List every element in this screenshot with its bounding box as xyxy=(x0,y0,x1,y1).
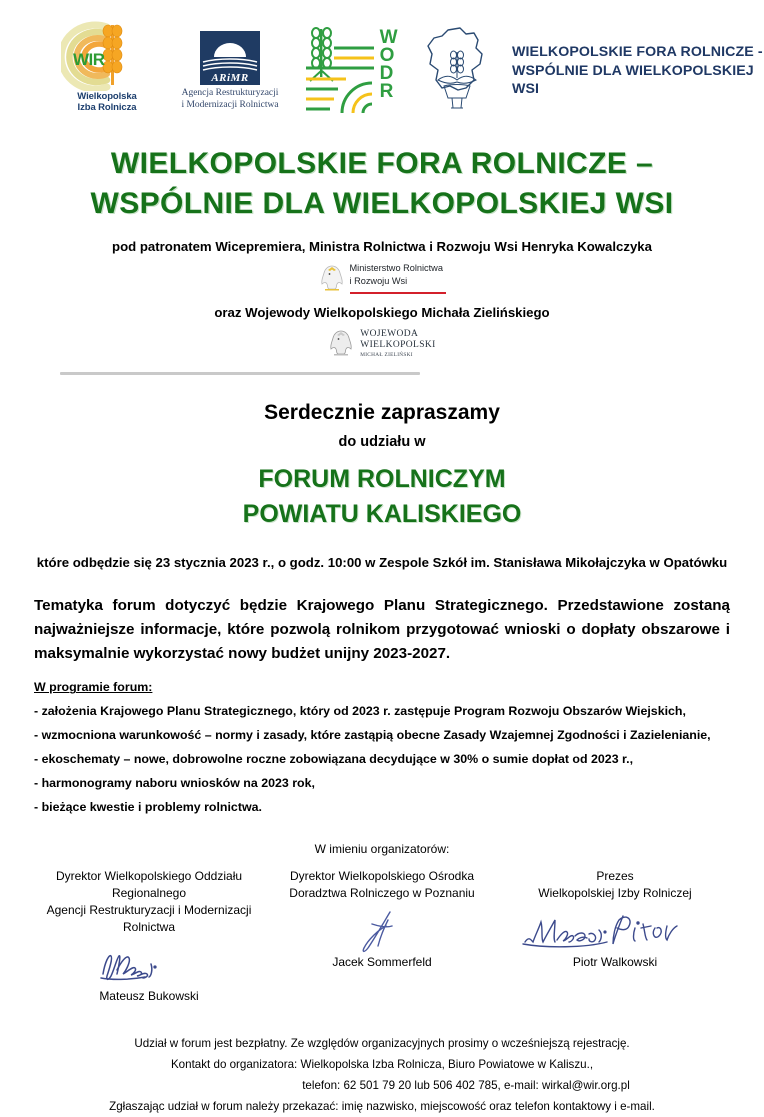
wodr-logo-letters xyxy=(380,29,398,101)
arimr-logo-svg xyxy=(200,31,260,85)
wir-caption-line-2: Izba Rolnicza xyxy=(77,101,137,113)
signature-title xyxy=(34,868,264,936)
handwritten-signature-icon xyxy=(34,940,264,988)
ministry-red-underline xyxy=(350,292,446,294)
event-datetime-venue: które odbędzie się 23 stycznia 2023 r., o godz. 10:00 w Zespole Szkół im. Stanisława Mikołajczyka w Opatówku xyxy=(36,555,728,571)
signature-bukowski-svg xyxy=(59,940,239,988)
wodr-logo xyxy=(296,21,406,121)
ministry-logo xyxy=(0,262,764,294)
header-banner-line-2: WSPÓLNIE DLA WIELKOPOLSKIEJ WSI xyxy=(512,62,754,98)
footer-line-phone-email: telefon: 62 501 79 20 lub 506 402 785, e-mail: wirkal@wir.org.pl xyxy=(302,1078,630,1092)
footer-line-organizer-contact: Kontakt do organizatora: Wielkopolska Izba Rolnicza, Biuro Powiatowe w Kaliszu., xyxy=(170,1057,594,1071)
signature-name: Jacek Sommerfeld xyxy=(332,954,432,969)
footer-line-registration-info: Zgłaszając udział w forum należy przekazać: imię nazwisko, miejscowość oraz telefon kontaktowy i e-mail. xyxy=(109,1099,655,1113)
signatures-heading: W imieniu organizatorów: xyxy=(314,841,450,856)
wodr-letter-r: R xyxy=(379,81,394,103)
voivode-line-3: MICHAŁ ZIELIŃSKI xyxy=(360,351,413,358)
program-list-item: - bieżące kwestie i problemy rolnictwa. xyxy=(34,799,262,814)
section-divider xyxy=(60,372,420,375)
signature-title xyxy=(267,868,497,902)
handwritten-signature-icon xyxy=(267,906,497,954)
signature-title-line-1: Dyrektor Wielkopolskiego Oddziału Regionalnego xyxy=(55,868,243,900)
header-logo-strip xyxy=(0,0,764,120)
signature-title-line-2: Doradztwa Rolniczego w Poznaniu xyxy=(289,885,475,900)
invitation-participate: do udziału w xyxy=(338,434,426,451)
handwritten-signature-icon xyxy=(500,906,730,954)
ministry-name-line-1: Ministerstwo Rolnictwa xyxy=(349,263,443,274)
footer-contact-block xyxy=(0,1033,764,1117)
wir-caption-line-1: Wielkopolska xyxy=(77,91,137,102)
signature-name: Mateusz Bukowski xyxy=(99,988,199,1003)
svg-text:ARiMR: ARiMR xyxy=(211,71,249,84)
wodr-letter-o: O xyxy=(379,45,395,67)
ministry-name-line-2: i Rozwoju Wsi xyxy=(349,275,408,286)
header-banner-text xyxy=(512,43,764,99)
arimr-logo-mark xyxy=(200,31,260,85)
footer-line-free-participation: Udział w forum jest bezpłatny. Ze względów organizacyjnych prosimy o wcześniejszą rejestrację. xyxy=(134,1036,630,1050)
svg-text:WIR: WIR xyxy=(73,50,105,69)
voivode-line-1: WOJEWODA xyxy=(360,329,419,340)
arimr-logo xyxy=(176,31,284,112)
map-wheat-icon xyxy=(438,51,476,108)
wir-logo-svg xyxy=(61,21,153,91)
signature-block xyxy=(500,868,730,1003)
signature-walkowski-svg xyxy=(515,906,715,954)
polish-eagle-svg xyxy=(319,263,345,293)
patronage-primary-text: pod patronatem Wicepremiera, Ministra Rolnictwa i Rozwoju Wsi Henryka Kowalczyka xyxy=(112,239,652,255)
event-name xyxy=(0,462,764,531)
signature-title-line-1: Prezes xyxy=(596,868,634,883)
signature-title xyxy=(500,868,730,902)
wodr-letter-d: D xyxy=(379,63,394,85)
wielkopolska-map-svg xyxy=(418,24,496,118)
invitation-welcome: Serdecznie zapraszamy xyxy=(264,401,500,425)
wir-logo-caption xyxy=(56,92,158,114)
signature-title-line-1: Dyrektor Wielkopolskiego Ośrodka xyxy=(289,868,475,883)
polish-eagle-icon xyxy=(319,263,345,293)
program-list-item: - ekoschematy – nowe, dobrowolne roczne zobowiązana decydujące w 30% o sumie dopłat od 2023 r., xyxy=(34,752,634,767)
arimr-logo-caption xyxy=(176,88,284,112)
voivode-text-block xyxy=(360,329,436,358)
arimr-caption-line-1: Agencja Restrukturyzacji xyxy=(181,87,279,98)
program-heading: W programie forum: xyxy=(34,680,153,695)
event-name-line-1: FORUM ROLNICZYM xyxy=(258,465,506,494)
page-title-line-1: WIELKOPOLSKIE FORA ROLNICZE – xyxy=(110,147,654,180)
signature-name: Piotr Walkowski xyxy=(572,954,658,969)
signatures-row xyxy=(34,868,730,1003)
wielkopolska-map-logo xyxy=(418,24,496,118)
signature-title-line-2: Agencji Restrukturyzacji i Modernizacji Rolnictwa xyxy=(46,902,252,934)
page-title-line-2: WSPÓLNIE DLA WIELKOPOLSKIEJ WSI xyxy=(90,186,674,220)
program-list xyxy=(34,700,764,819)
voivode-logo xyxy=(0,328,764,358)
wodr-letter-w: W xyxy=(379,27,398,48)
voivode-eagle-icon xyxy=(328,328,354,358)
patronage-secondary-text: oraz Wojewody Wielkopolskiego Michała Zielińskiego xyxy=(214,305,550,321)
wir-logo-mark xyxy=(61,21,153,91)
event-name-line-2: POWIATU KALISKIEGO xyxy=(242,499,522,528)
page-title xyxy=(14,144,750,223)
program-list-item: - wzmocniona warunkowość – normy i zasady, które zastąpią obecne Zasady Wzajemnej Zgodności i Zazielenianie, xyxy=(34,728,711,743)
wodr-wheat-icon xyxy=(310,28,333,81)
signature-block xyxy=(34,868,264,1003)
voivode-eagle-svg xyxy=(328,328,354,358)
voivode-line-2: WIELKOPOLSKI xyxy=(360,340,436,351)
wir-logo xyxy=(56,21,158,121)
program-list-item: - założenia Krajowego Planu Strategicznego, który od 2023 r. zastępuje Program Rozwoju Obszarów Wiejskich, xyxy=(34,704,686,719)
ministry-text-block xyxy=(345,262,446,294)
ministry-name xyxy=(350,262,446,290)
signature-title-line-2: Wielkopolskiej Izby Rolniczej xyxy=(538,885,692,900)
arimr-caption-line-2: i Modernizacji Rolnictwa xyxy=(181,99,279,110)
header-banner-line-1: WIELKOPOLSKIE FORA ROLNICZE - xyxy=(512,43,763,60)
signature-sommerfeld-svg xyxy=(292,906,472,954)
body-paragraph: Tematyka forum dotyczyć będzie Krajowego Planu Strategicznego. Przedstawione zostaną najważniejsze informacje, które pozwolą rolnikom przygotować wnioski o dopłaty obszarowe i maksymalnie wykorzystać nowy budżet unijny 2023-2027. xyxy=(34,597,730,663)
program-list-item: - harmonogramy naboru wniosków na 2023 rok, xyxy=(34,775,315,790)
signature-block xyxy=(267,868,497,1003)
